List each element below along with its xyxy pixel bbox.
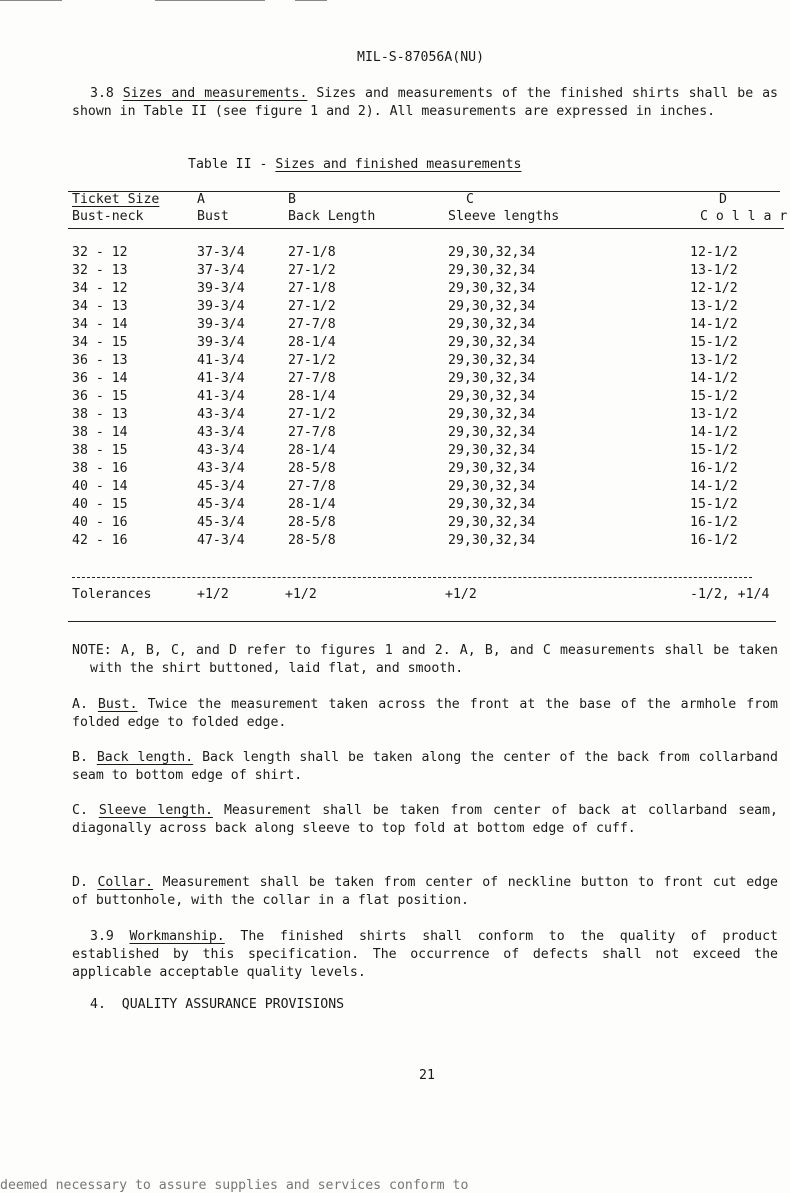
definition-term: Sleeve length. [98, 803, 213, 818]
ticket-size-cell: 36 - 15 [72, 389, 128, 404]
sleeve-lengths-cell: 29,30,32,34 [448, 263, 536, 278]
table-caption-prefix: Table II - [188, 157, 268, 172]
collar-cell: 15-1/2 [690, 497, 738, 512]
collar-cell: 14-1/2 [690, 317, 738, 332]
bust-cell: 45-3/4 [197, 515, 245, 530]
page-number: 21 [419, 1068, 435, 1083]
note-label: NOTE: [72, 643, 112, 658]
definition-letter: C. [72, 803, 88, 818]
note-text: A, B, C, and D refer to figures 1 and 2. A, B, and C measurements shall be taken with the shirt buttoned, laid flat, and smooth. [90, 643, 778, 676]
section-number: 4. [90, 997, 106, 1012]
bust-cell: 45-3/4 [197, 479, 245, 494]
section-title: QUALITY ASSURANCE PROVISIONS [121, 997, 345, 1012]
table-row [0, 371, 790, 389]
collar-cell: 16-1/2 [690, 461, 738, 476]
back-length-cell: 27-1/2 [288, 263, 336, 278]
sleeve-lengths-cell: 29,30,32,34 [448, 371, 536, 386]
back-length-cell: 28-5/8 [288, 533, 336, 548]
sleeve-lengths-cell: 29,30,32,34 [448, 479, 536, 494]
back-length-cell: 27-1/2 [288, 353, 336, 368]
ticket-size-cell: 38 - 14 [72, 425, 128, 440]
table-dashed-rule [72, 577, 752, 578]
sleeve-lengths-cell: 29,30,32,34 [448, 245, 536, 260]
section-3-9 [72, 928, 778, 982]
table-row [0, 533, 790, 551]
sleeve-lengths-cell: 29,30,32,34 [448, 281, 536, 296]
sleeve-lengths-cell: 29,30,32,34 [448, 389, 536, 404]
bust-cell: 41-3/4 [197, 371, 245, 386]
section-number: 3.9 [90, 929, 114, 944]
header-collar: C o l l a r [700, 209, 788, 224]
sleeve-lengths-cell: 29,30,32,34 [448, 299, 536, 314]
tolerance-c: +1/2 [445, 587, 477, 602]
definition-term: Collar. [97, 875, 154, 890]
back-length-cell: 27-1/2 [288, 407, 336, 422]
collar-cell: 13-1/2 [690, 299, 738, 314]
ticket-size-cell: 36 - 14 [72, 371, 128, 386]
definition-text: Measurement shall be taken from center of neckline button to front cut edge of buttonhole, with the collar in a flat position. [72, 875, 778, 908]
sleeve-lengths-cell: 29,30,32,34 [448, 317, 536, 332]
sleeve-lengths-cell: 29,30,32,34 [448, 497, 536, 512]
table-row [0, 461, 790, 479]
section-title: Sizes and measurements. [122, 86, 308, 101]
bust-cell: 37-3/4 [197, 263, 245, 278]
table-caption-title: Sizes and finished measurements [275, 157, 522, 172]
collar-cell: 13-1/2 [690, 407, 738, 422]
table-row [0, 479, 790, 497]
definition-term: Back length. [96, 750, 194, 765]
collar-cell: 14-1/2 [690, 425, 738, 440]
header-letter-a: A [197, 192, 205, 207]
ticket-size-cell: 32 - 13 [72, 263, 128, 278]
ticket-size-cell: 38 - 13 [72, 407, 128, 422]
back-length-cell: 28-5/8 [288, 461, 336, 476]
ticket-size-cell: 34 - 15 [72, 335, 128, 350]
bust-cell: 43-3/4 [197, 407, 245, 422]
definition-letter: B. [72, 750, 88, 765]
definition-c [72, 802, 778, 838]
bust-cell: 43-3/4 [197, 425, 245, 440]
back-length-cell: 27-7/8 [288, 425, 336, 440]
header-letter-b: B [288, 192, 296, 207]
back-length-cell: 27-7/8 [288, 479, 336, 494]
section-3-8 [72, 85, 778, 121]
header-sleeve-lengths: Sleeve lengths [448, 209, 560, 224]
bust-cell: 39-3/4 [197, 281, 245, 296]
sleeve-lengths-cell: 29,30,32,34 [448, 425, 536, 440]
collar-cell: 15-1/2 [690, 389, 738, 404]
table-letter-row [0, 192, 790, 210]
definition-text: Twice the measurement taken across the front at the base of the armhole from folded edge to folded edge. [72, 697, 778, 730]
definition-letter: D. [72, 875, 88, 890]
header-bust: Bust [197, 209, 229, 224]
table-header-rule [68, 228, 784, 229]
definition-letter: A. [72, 697, 88, 712]
collar-cell: 15-1/2 [690, 335, 738, 350]
bust-cell: 39-3/4 [197, 335, 245, 350]
table-row [0, 389, 790, 407]
definition-a [72, 696, 778, 732]
back-length-cell: 28-1/4 [288, 497, 336, 512]
collar-cell: 15-1/2 [690, 443, 738, 458]
header-ticket-size: Ticket Size [72, 192, 160, 207]
collar-cell: 13-1/2 [690, 263, 738, 278]
collar-cell: 14-1/2 [690, 479, 738, 494]
definition-text: Measurement shall be taken from center of back at collarband seam, diagonally across back along sleeve to top fold at bottom edge of cuff. [72, 803, 778, 836]
bust-cell: 43-3/4 [197, 443, 245, 458]
definition-text: Back length shall be taken along the center of the back from collarband seam to bottom edge of shirt. [72, 750, 778, 783]
ticket-size-cell: 42 - 16 [72, 533, 128, 548]
table-row [0, 425, 790, 443]
section-4-heading [90, 997, 344, 1012]
tolerances-row [0, 587, 790, 605]
table-row [0, 335, 790, 353]
collar-cell: 13-1/2 [690, 353, 738, 368]
back-length-cell: 28-1/4 [288, 443, 336, 458]
ticket-size-cell: 40 - 15 [72, 497, 128, 512]
table-row [0, 263, 790, 281]
note [72, 642, 778, 678]
collar-cell: 16-1/2 [690, 515, 738, 530]
tolerance-d: -1/2, +1/4 [690, 587, 770, 602]
bleed-through-text: deemed necessary to assure supplies and services conform to [0, 1178, 469, 1193]
table-row [0, 281, 790, 299]
ticket-size-cell: 34 - 12 [72, 281, 128, 296]
table-row [0, 299, 790, 317]
definition-d [72, 874, 778, 910]
ticket-size-cell: 32 - 12 [72, 245, 128, 260]
definition-b [72, 749, 778, 785]
collar-cell: 16-1/2 [690, 533, 738, 548]
bust-cell: 45-3/4 [197, 497, 245, 512]
tolerances-label: Tolerances [72, 587, 152, 602]
back-length-cell: 27-7/8 [288, 371, 336, 386]
header-back-length: Back Length [288, 209, 376, 224]
sleeve-lengths-cell: 29,30,32,34 [448, 407, 536, 422]
sleeve-lengths-cell: 29,30,32,34 [448, 461, 536, 476]
section-text: The finished shirts shall conform to the quality of product established by this specification. The occurrence of defects shall not exceed the applicable acceptable quality levels. [72, 929, 778, 980]
ticket-size-cell: 40 - 16 [72, 515, 128, 530]
collar-cell: 12-1/2 [690, 281, 738, 296]
table-header-row [0, 209, 790, 227]
table-row [0, 407, 790, 425]
section-title: Workmanship. [129, 929, 225, 944]
ticket-size-cell: 34 - 13 [72, 299, 128, 314]
ticket-size-cell: 38 - 15 [72, 443, 128, 458]
back-length-cell: 27-7/8 [288, 317, 336, 332]
bust-cell: 41-3/4 [197, 389, 245, 404]
collar-cell: 14-1/2 [690, 371, 738, 386]
sleeve-lengths-cell: 29,30,32,34 [448, 533, 536, 548]
collar-cell: 12-1/2 [690, 245, 738, 260]
ticket-size-cell: 34 - 14 [72, 317, 128, 332]
ticket-size-cell: 36 - 13 [72, 353, 128, 368]
bust-cell: 43-3/4 [197, 461, 245, 476]
sleeve-lengths-cell: 29,30,32,34 [448, 515, 536, 530]
sleeve-lengths-cell: 29,30,32,34 [448, 335, 536, 350]
tolerance-a: +1/2 [197, 587, 229, 602]
table-row [0, 245, 790, 263]
back-length-cell: 28-1/4 [288, 335, 336, 350]
table-row [0, 443, 790, 461]
bust-cell: 39-3/4 [197, 299, 245, 314]
definition-term: Bust. [97, 697, 138, 712]
table-row [0, 317, 790, 335]
tolerance-b: +1/2 [285, 587, 317, 602]
section-number: 3.8 [90, 86, 114, 101]
bust-cell: 47-3/4 [197, 533, 245, 548]
back-length-cell: 27-1/8 [288, 281, 336, 296]
header-letter-c: C [466, 192, 474, 207]
bust-cell: 37-3/4 [197, 245, 245, 260]
sleeve-lengths-cell: 29,30,32,34 [448, 353, 536, 368]
back-length-cell: 28-5/8 [288, 515, 336, 530]
bust-cell: 39-3/4 [197, 317, 245, 332]
table-row [0, 515, 790, 533]
back-length-cell: 28-1/4 [288, 389, 336, 404]
back-length-cell: 27-1/2 [288, 299, 336, 314]
table-caption [188, 157, 522, 172]
table-bottom-rule [68, 621, 776, 622]
ticket-size-cell: 40 - 14 [72, 479, 128, 494]
header-letter-d: D [719, 192, 727, 207]
bust-cell: 41-3/4 [197, 353, 245, 368]
section-text: Sizes and measurements of the finished shirts shall be as shown in Table II (see figure 1 and 2). All measurements are expressed in inches. [72, 86, 778, 119]
sleeve-lengths-cell: 29,30,32,34 [448, 443, 536, 458]
back-length-cell: 27-1/8 [288, 245, 336, 260]
table-row [0, 353, 790, 371]
table-row [0, 497, 790, 515]
ticket-size-cell: 38 - 16 [72, 461, 128, 476]
document-id: MIL-S-87056A(NU) [357, 50, 485, 65]
header-bust-neck: Bust-neck [72, 209, 144, 224]
